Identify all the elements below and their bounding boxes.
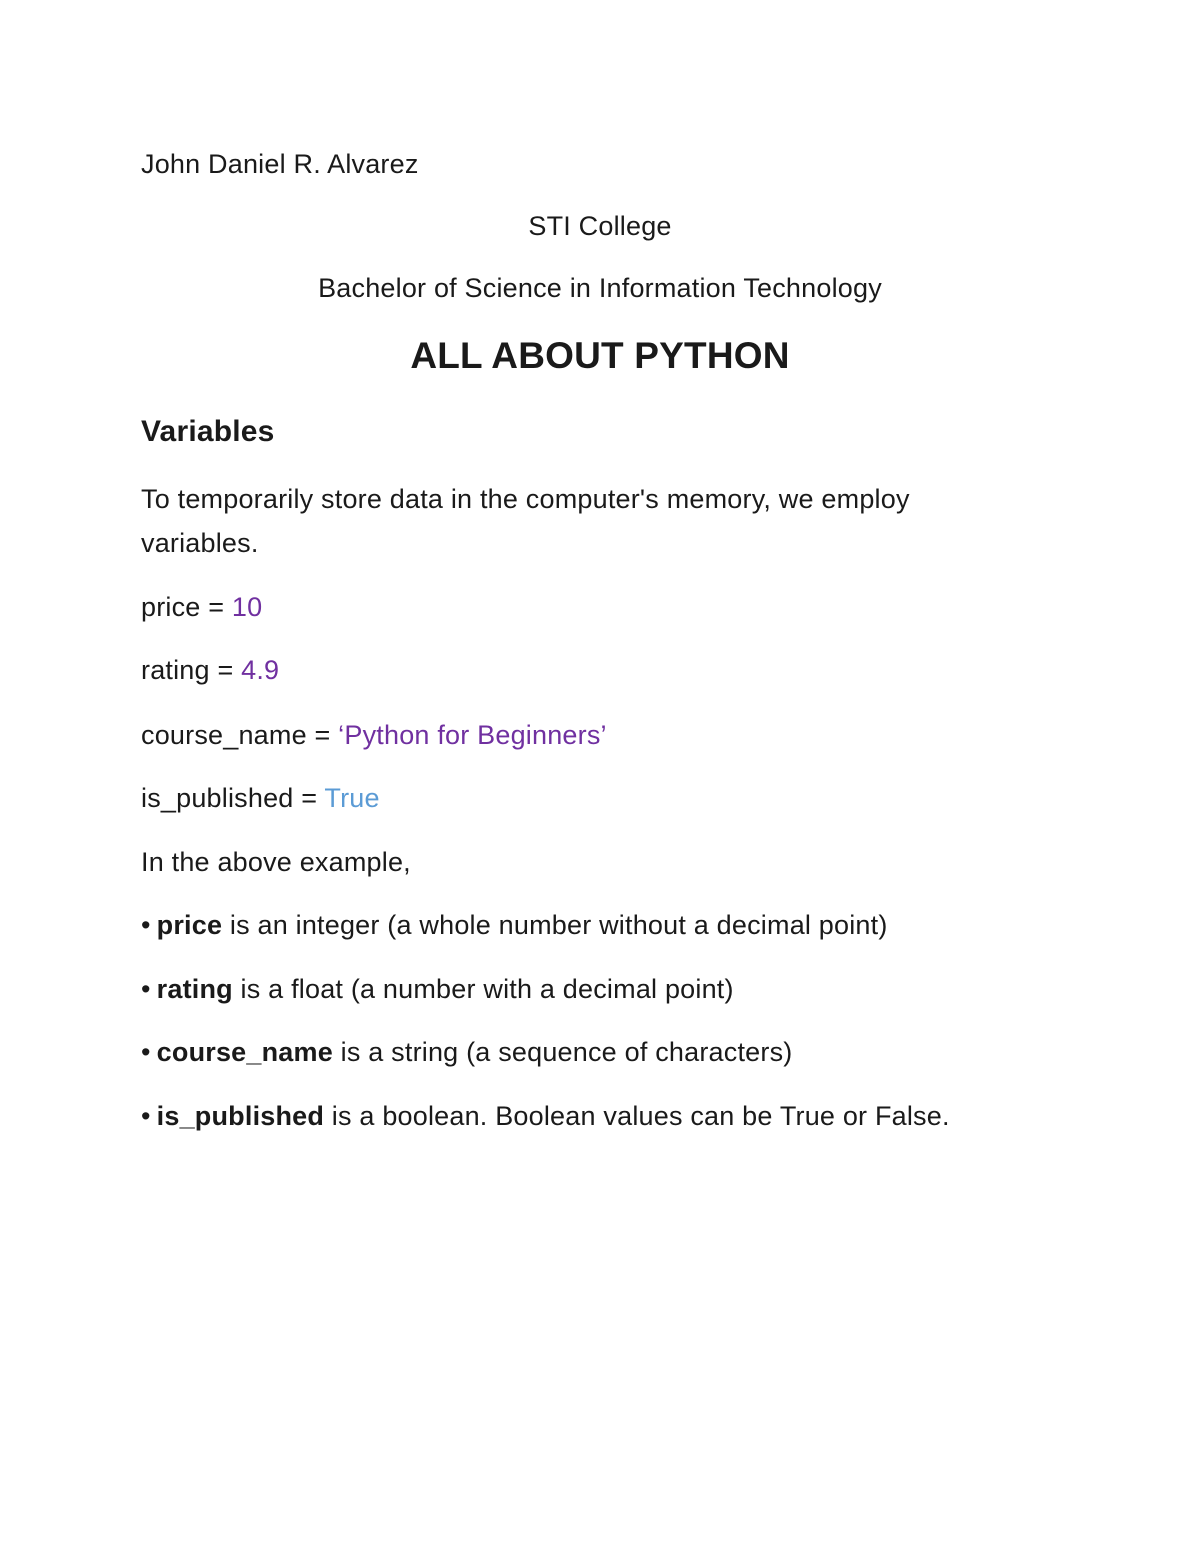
bullet-item-is-published bbox=[141, 1098, 950, 1134]
bullet-icon: • bbox=[141, 1101, 151, 1131]
code-operator: = bbox=[293, 783, 325, 813]
example-intro: In the above example, bbox=[141, 847, 411, 877]
document-title: ALL ABOUT PYTHON bbox=[410, 335, 790, 376]
intro-text-line-2: variables. bbox=[141, 528, 259, 558]
bullet-term: rating bbox=[156, 974, 233, 1004]
bullet-term: price bbox=[156, 910, 223, 940]
code-value: ‘Python for Beginners’ bbox=[338, 720, 607, 750]
code-line-is-published bbox=[141, 780, 380, 816]
bullet-item-price bbox=[141, 907, 888, 943]
bullet-item-course-name bbox=[141, 1034, 792, 1070]
bullet-icon: • bbox=[141, 910, 151, 940]
author-name: John Daniel R. Alvarez bbox=[141, 149, 419, 179]
bullet-item-rating bbox=[141, 971, 734, 1007]
bullet-description: is a boolean. Boolean values can be True or False. bbox=[324, 1101, 950, 1131]
bullet-term: course_name bbox=[156, 1037, 333, 1067]
code-var-name: rating bbox=[141, 655, 210, 685]
code-line-price bbox=[141, 589, 262, 625]
code-var-name: price bbox=[141, 592, 201, 622]
code-operator: = bbox=[306, 720, 339, 750]
code-value: 10 bbox=[231, 592, 263, 622]
code-value: 4.9 bbox=[241, 655, 280, 685]
bullet-description: is a string (a sequence of characters) bbox=[332, 1037, 793, 1067]
intro-text-line-1: To temporarily store data in the computer's memory, we employ bbox=[141, 484, 910, 514]
bullet-description: is an integer (a whole number without a decimal point) bbox=[222, 910, 888, 940]
school-name: STI College bbox=[528, 211, 672, 241]
section-heading-variables: Variables bbox=[141, 415, 275, 448]
bullet-icon: • bbox=[141, 974, 151, 1004]
code-line-course-name bbox=[141, 717, 607, 753]
bullet-icon: • bbox=[141, 1037, 151, 1067]
code-line-rating bbox=[141, 652, 279, 688]
code-value: True bbox=[324, 783, 380, 813]
code-var-name: course_name bbox=[141, 720, 307, 750]
code-operator: = bbox=[200, 592, 232, 622]
bullet-description: is a float (a number with a decimal point) bbox=[232, 974, 734, 1004]
program-name: Bachelor of Science in Information Technology bbox=[318, 273, 882, 303]
bullet-term: is_published bbox=[156, 1101, 325, 1131]
code-operator: = bbox=[209, 655, 242, 685]
code-var-name: is_published bbox=[141, 783, 294, 813]
